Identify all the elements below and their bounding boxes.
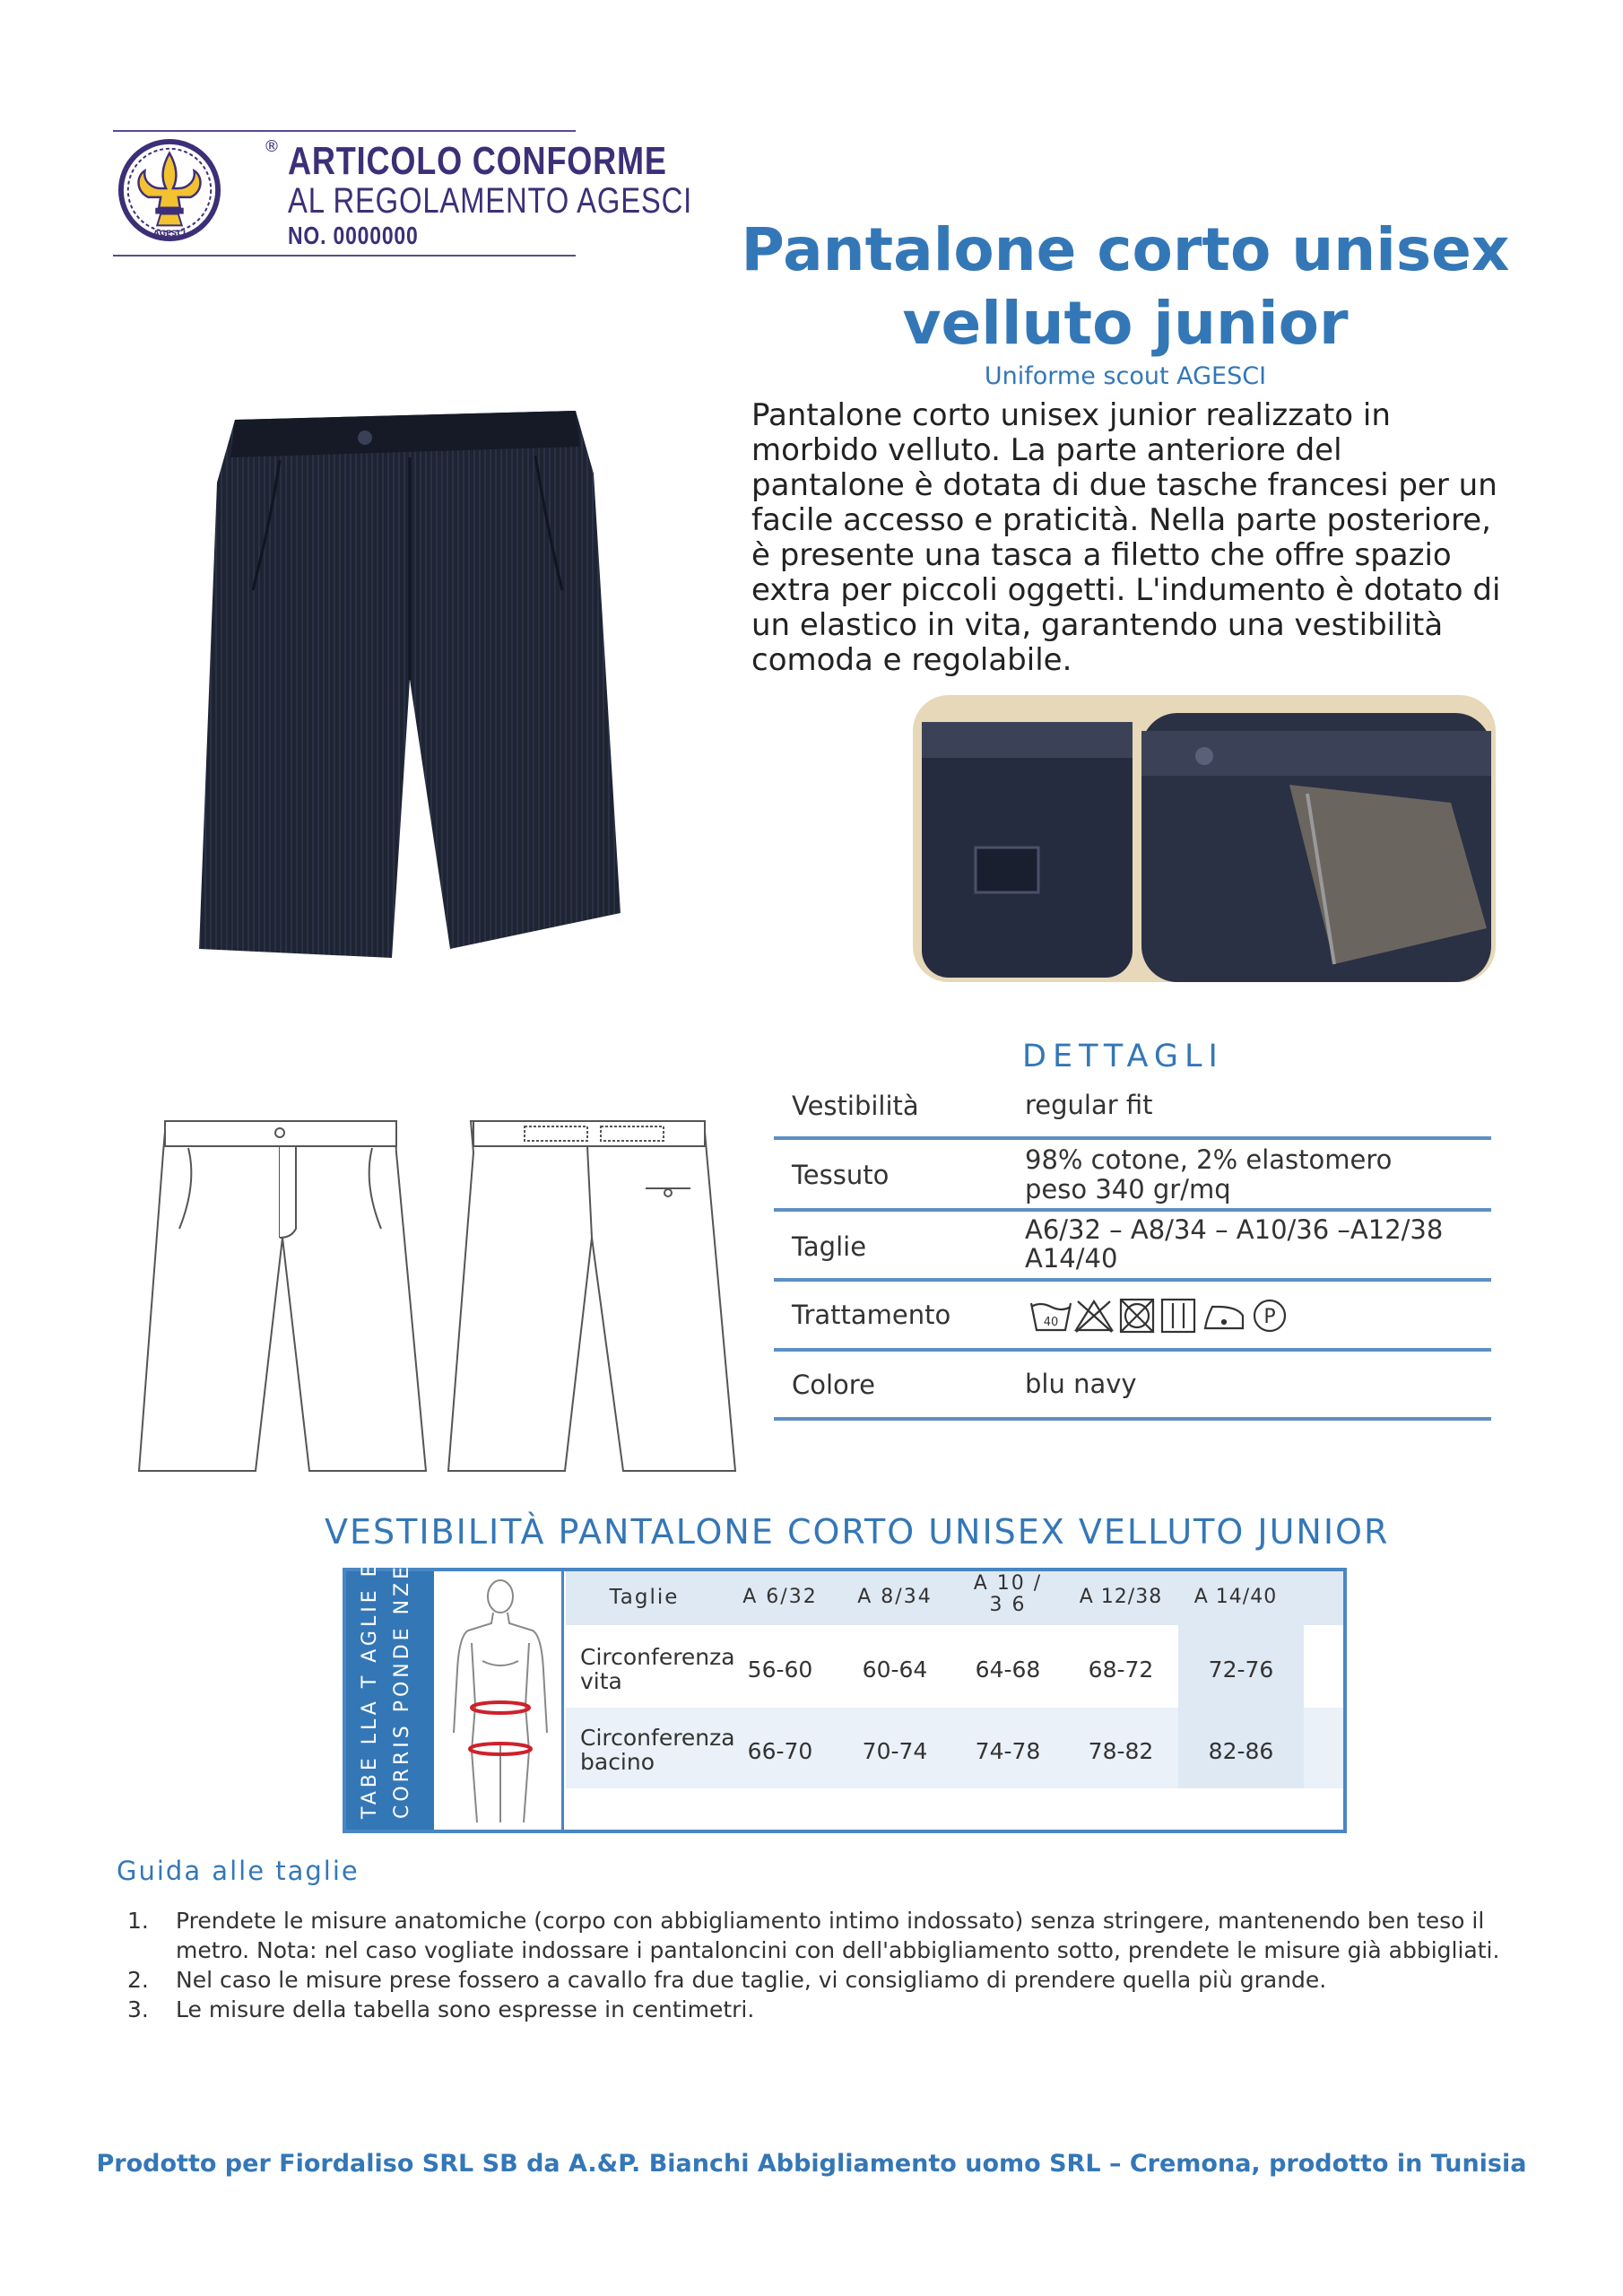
line-dry-icon [1162,1300,1194,1332]
list-number: 2. [127,1967,149,1993]
fit-heading: VESTIBILITÀ PANTALONE CORTO UNISEX VELLUTO JUNIOR [325,1512,1390,1552]
logo-line-1: ARTICOLO CONFORME [288,139,667,183]
technical-drawing-front-back [126,1103,744,1489]
list-number: 3. [127,1996,149,2022]
table-cell: 60-64 [862,1657,928,1683]
table-header: A 6/32 [742,1586,818,1608]
side-label-line-1: TABE LLA T AGLIE E [359,1561,381,1819]
detail-closeup-photo [913,695,1496,982]
iron-low-icon [1205,1307,1243,1328]
no-bleach-icon [1076,1301,1112,1332]
table-header: A 10 / 3 6 [973,1572,1043,1616]
details-value: 98% cotone, 2% elastomero [1025,1144,1393,1175]
table-cell: 64-68 [975,1657,1041,1683]
details-heading: DETTAGLI [1022,1039,1224,1074]
details-value: regular fit [1025,1090,1153,1120]
logo-line-2: AL REGOLAMENTO AGESCI [288,181,693,221]
size-table [566,1571,1343,1830]
details-row-sizes [774,1212,1491,1282]
size-guide-heading: Guida alle taglie [117,1856,360,1886]
details-value-weight: peso 340 gr/mq [1025,1174,1231,1205]
product-subtitle: Uniforme scout AGESCI [984,362,1267,390]
table-header: A 14/40 [1193,1586,1278,1608]
details-label: Vestibilità [792,1091,919,1121]
list-text: Prendete le misure anatomiche (corpo con abbigliamento intimo indossato) senza stringere, mantenendo ben teso il metro. Nota: nel caso vogliate indossare i pantaloncini con dell'abbigliamento sotto, prendete le misure già abbigliati. [176,1908,1500,1963]
size-table-side-label [346,1561,434,1830]
shorts-product-photo [199,411,621,985]
product-description: Pantalone corto unisex junior realizzato in morbido velluto. La parte anteriore del pantalone è dotata di due tasche francesi per un facile accesso e praticità. Nella parte posteriore, è presente una tasca a filetto che offre spazio extra per piccoli oggetti. L'indumento è dotato di un elastico in vita, garantendo una vestibilità comoda e regolabile. [751,397,1501,678]
agesci-conformity-logo [113,130,693,257]
table-cell: 74-78 [975,1738,1041,1764]
registered-mark: ® [264,137,280,156]
details-label: Tessuto [792,1160,890,1190]
dry-clean-p-icon [1254,1300,1285,1331]
table-row-label: Circonferenza bacino [580,1725,735,1775]
details-value-sizes-2: A14/40 [1025,1243,1118,1274]
product-title: Pantalone corto unisex velluto junior [741,215,1510,358]
fleur-de-lis-icon [117,137,222,243]
list-number: 1. [127,1908,149,1934]
side-label-line-2: CORRIS PONDE NZE [391,1563,413,1819]
details-row-fit [774,1076,1491,1140]
details-row-color [774,1352,1491,1421]
list-text: Le misure della tabella sono espresse in centimetri. [176,1996,755,2022]
svg-text:AGESCI: AGESCI [152,230,187,239]
details-value: blu navy [1025,1369,1137,1399]
table-cell: 66-70 [747,1738,813,1764]
details-label: Trattamento [792,1300,951,1330]
size-guide-list [117,1906,1551,2024]
list-text: Nel caso le misure prese fossero a cavallo fra due taglie, vi consigliamo di prendere quella più grande. [176,1967,1327,1993]
svg-text:P: P [1263,1306,1276,1328]
list-item [117,1965,1551,1995]
details-label: Taglie [792,1231,867,1262]
footer-producer-note: Prodotto per Fiordaliso SRL SB da A.&P. Bianchi Abbigliamento uomo SRL – Cremona, prodotto in Tunisia [96,2150,1527,2178]
details-label: Colore [792,1370,875,1400]
table-header: A 8/34 [857,1586,933,1608]
table-cell: 56-60 [747,1657,813,1683]
wash-40-icon [1031,1303,1071,1330]
no-tumble-dry-icon [1121,1300,1153,1332]
table-cell: 70-74 [862,1738,928,1764]
table-cell: 68-72 [1088,1657,1154,1683]
list-item [117,1995,1551,2024]
logo-line-3: NO. 0000000 [288,222,419,249]
body-measure-figure [436,1571,564,1830]
care-symbols [1029,1296,1307,1335]
table-header: Taglie [609,1586,680,1609]
table-row-label: Circonferenza vita [580,1644,735,1694]
details-value: A6/32 – A8/34 – A10/36 –A12/38 [1025,1214,1444,1245]
table-cell: 82-86 [1208,1738,1274,1764]
svg-text:40: 40 [1043,1316,1059,1329]
details-row-care [774,1282,1491,1352]
table-header: A 12/38 [1079,1586,1163,1608]
size-table-box [343,1561,1347,1833]
details-row-fabric [774,1140,1491,1212]
table-cell: 72-76 [1208,1657,1274,1683]
list-item [117,1906,1551,1965]
table-cell: 78-82 [1088,1738,1154,1764]
